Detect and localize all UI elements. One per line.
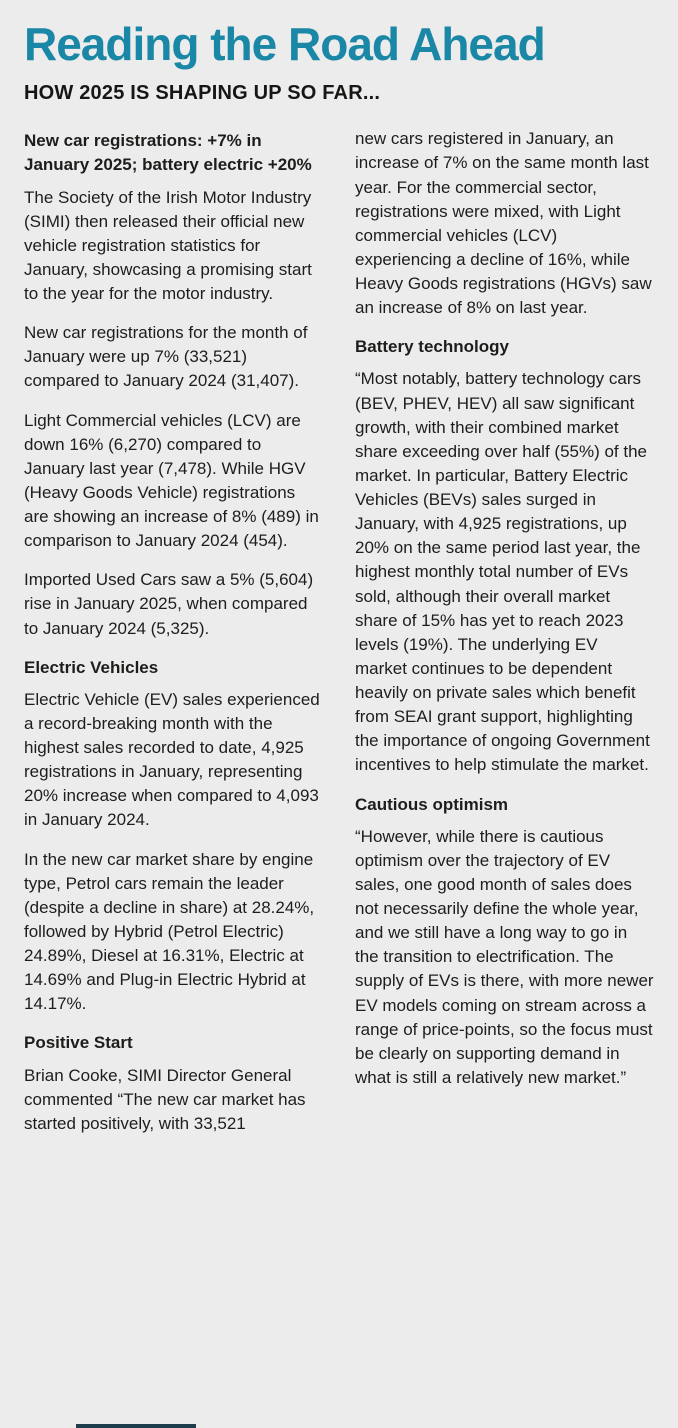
page-subtitle: HOW 2025 IS SHAPING UP SO FAR... — [24, 82, 381, 105]
section-heading-new-car-registrations: New car registrations: +7% in January 2025; battery electric +20% — [24, 131, 312, 175]
right-column — [355, 127, 654, 1105]
paragraph-imported-used-cars: Imported Used Cars saw a 5% (5,604) rise in January 2025, when compared to January 2024 (5,325). — [24, 570, 314, 638]
section-heading-electric-vehicles: Electric Vehicles — [24, 657, 159, 677]
paragraph-new-car-registrations: New car registrations for the month of January were up 7% (33,521) compared to January 2024 (31,407). — [24, 323, 308, 391]
paragraph-battery-technology: “Most notably, battery technology cars (BEV, PHEV, HEV) all saw significant growth, with their combined market share exceeding over half (55%) of the market. In particular, Battery Electric Vehicles (BEVs) sales surged in January, with 4,925 registrations, up 20% on the same period last year, the highest monthly total number of EVs sold, although their overall market share of 15% has yet to reach 2023 levels (19%). The underlying EV market continues to be dependent heavily on private sales which benefit from SEAI grant support, highlighting the importance of ongoing Government incentives to help stimulate the market. — [355, 369, 650, 775]
paragraph-market-share: In the new car market share by engine type, Petrol cars remain the leader (despite a decline in share) at 28.24%, followed by Hybrid (Petrol Electric) 24.89%, Diesel at 16.31%, Electric at 14.69% and Plug-in Electric Hybrid at 14.17%. — [24, 849, 315, 1014]
page-title: Reading the Road Ahead — [24, 18, 545, 70]
paragraph-simi-release: The Society of the Irish Motor Industry (SIMI) then released their official new vehicle registration statistics for January, showcasing a promising start to the year for the motor industry. — [24, 187, 312, 304]
paragraph-brian-cooke-quote: Brian Cooke, SIMI Director General commented “The new car market has started positively, with 33,521 — [24, 1065, 306, 1133]
section-heading-positive-start: Positive Start — [24, 1033, 133, 1053]
article-columns — [24, 127, 654, 1151]
paragraph-lcv-hgv: Light Commercial vehicles (LCV) are down 16% (6,270) compared to January last year (7,478). While HGV (Heavy Goods Vehicle) registrations are showing an increase of 8% (489) in comparison to January 2024 (454). — [24, 410, 319, 551]
paragraph-cautious-optimism: “However, while there is cautious optimism over the trajectory of EV sales, one good month of sales does not necessarily define the whole year, and we still have a long way to go in the transition to electrification. The supply of EVs is there, with more newer EV models coming on stream across a range of price-points, so the focus must be clearly on supporting demand in what is still a relatively new market.” — [355, 826, 654, 1087]
bottom-accent-bar — [76, 1424, 196, 1428]
section-heading-battery-technology: Battery technology — [355, 337, 509, 357]
paragraph-quote-continued: new cars registered in January, an increase of 7% on the same month last year. For the commercial sector, registrations were mixed, with Light commercial vehicles (LCV) experiencing a decline of 16%, while Heavy Goods registrations (HGVs) saw an increase of 8% on last year. — [355, 129, 652, 318]
left-column — [24, 127, 323, 1151]
section-heading-cautious-optimism: Cautious optimism — [355, 794, 509, 814]
paragraph-ev-sales: Electric Vehicle (EV) sales experienced a record-breaking month with the highest sales recorded to date, 4,925 registrations in January, representing 20% increase when compared to 4,093 in January 2024. — [24, 689, 320, 830]
